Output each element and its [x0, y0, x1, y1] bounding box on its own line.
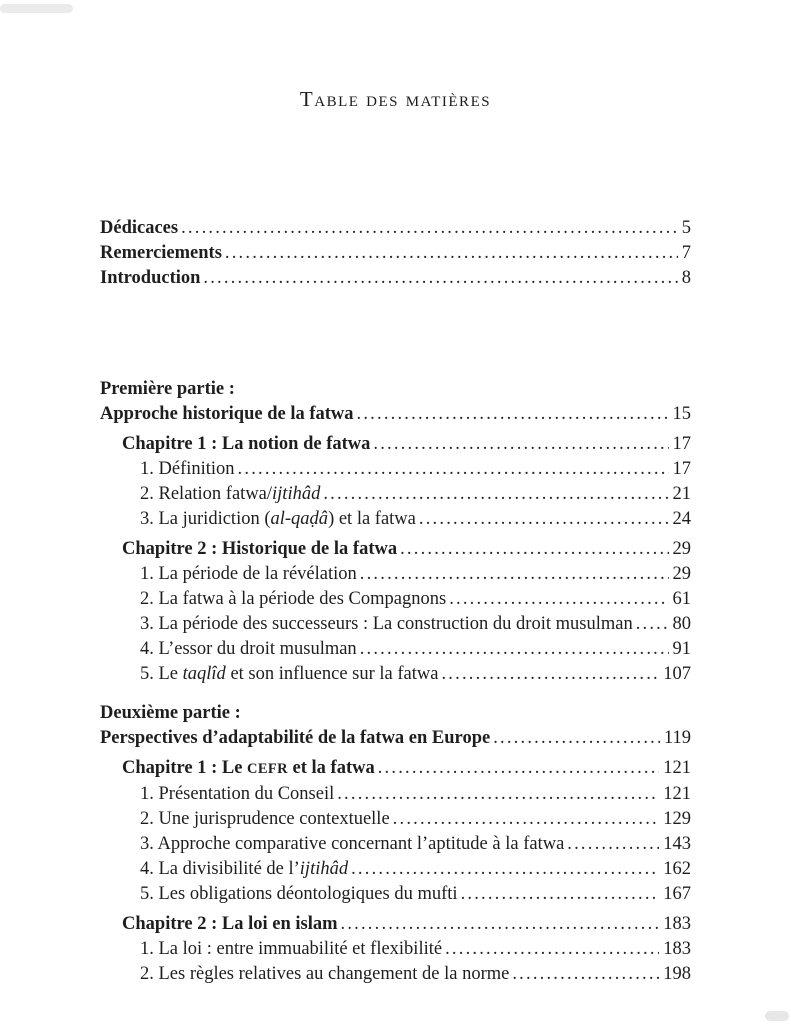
toc-entry-label — [140, 457, 235, 482]
page-number: 8 — [681, 268, 691, 288]
page-number: 183 — [663, 914, 691, 934]
toc-group-front-matter — [100, 216, 691, 291]
table-of-contents — [100, 216, 691, 987]
label-text-segment: 1. La période de la révélation — [140, 564, 357, 584]
toc-entry-label — [100, 701, 241, 726]
toc-entry-label — [100, 402, 354, 427]
page-title: Table des matières — [299, 87, 492, 111]
page-number: 5 — [681, 218, 691, 238]
dot-leader — [419, 507, 669, 532]
scan-artifact-bottom-right — [765, 1011, 789, 1021]
page-number: 80 — [672, 614, 691, 634]
dot-leader — [636, 612, 669, 637]
label-text-segment: Remerciements — [100, 243, 222, 263]
page-number: 7 — [681, 243, 691, 263]
label-text-segment: Chapitre 1 : La notion de fatwa — [122, 434, 371, 454]
dot-leader — [225, 241, 678, 266]
page-number: 61 — [672, 589, 691, 609]
toc-entry — [100, 216, 691, 241]
toc-entry — [100, 782, 691, 807]
toc-entry-label — [122, 756, 375, 782]
dot-leader — [337, 782, 659, 807]
dot-leader — [181, 216, 678, 241]
toc-entry — [100, 662, 691, 687]
page-number: 162 — [663, 859, 691, 879]
label-text-segment: 2. Les règles relatives au changement de la norme — [140, 964, 510, 984]
dot-leader — [351, 857, 659, 882]
toc-entry-label — [140, 807, 390, 832]
dot-leader — [445, 937, 659, 962]
label-text-segment: 2. Une jurisprudence contextuelle — [140, 809, 390, 829]
label-text-segment: Chapitre 2 : La loi en islam — [122, 914, 338, 934]
page-number: 29 — [672, 564, 691, 584]
dot-leader — [441, 662, 659, 687]
toc-entry — [100, 562, 691, 587]
dot-leader — [449, 587, 668, 612]
label-text-segment: Première partie : — [100, 379, 235, 399]
toc-entry-label — [140, 832, 564, 857]
page-number: 21 — [672, 484, 691, 504]
toc-entry — [100, 882, 691, 907]
label-text-segment: 4. La divisibilité de l’ — [140, 859, 300, 879]
dot-leader — [373, 432, 668, 457]
label-text-segment: 1. La loi : entre immuabilité et flexibilité — [140, 939, 443, 959]
toc-entry — [100, 612, 691, 637]
toc-entry-label — [122, 537, 397, 562]
page-number: 143 — [663, 834, 691, 854]
toc-entry — [100, 637, 691, 662]
page-number: 183 — [663, 939, 691, 959]
dot-leader — [378, 756, 660, 781]
toc-entry — [100, 377, 691, 402]
page-number: 15 — [672, 404, 691, 424]
toc-entry-label — [140, 857, 348, 882]
toc-entry-label — [140, 937, 442, 962]
dot-leader — [393, 807, 660, 832]
dot-leader — [360, 562, 669, 587]
toc-entry-label — [100, 726, 490, 751]
toc-entry-label — [140, 962, 509, 987]
dot-leader — [493, 726, 660, 751]
label-text-segment: et la fatwa — [287, 758, 375, 778]
page-number: 17 — [672, 434, 691, 454]
page-number: 167 — [663, 884, 691, 904]
dot-leader — [323, 482, 668, 507]
dot-leader — [512, 962, 659, 987]
dot-leader — [567, 832, 659, 857]
toc-entry-label — [140, 882, 458, 907]
toc-entry-label — [140, 637, 357, 662]
dot-leader — [357, 402, 669, 427]
label-text-segment: Introduction — [100, 268, 201, 288]
label-text-segment: Approche historique de la fatwa — [100, 404, 354, 424]
dot-leader — [461, 882, 660, 907]
label-text-segment: 3. La période des successeurs : La construction du droit musulman — [140, 614, 633, 634]
label-italic-segment: ijtihâd — [272, 484, 321, 504]
toc-entry-label — [100, 241, 222, 266]
dot-leader — [360, 637, 669, 662]
page-number: 24 — [672, 509, 691, 529]
label-text-segment: Chapitre 1 : Le — [122, 758, 248, 778]
toc-entry — [100, 962, 691, 987]
toc-entry-label — [122, 912, 338, 937]
label-text-segment: 5. Le — [140, 664, 183, 684]
label-italic-segment: al-qaḍâ — [270, 509, 329, 529]
toc-entry-label — [100, 377, 235, 402]
toc-entry-label — [140, 562, 357, 587]
dot-leader — [400, 537, 668, 562]
dot-leader — [238, 457, 669, 482]
dot-leader — [203, 266, 677, 291]
toc-entry-label — [140, 782, 334, 807]
toc-entry-label — [100, 266, 200, 291]
toc-entry — [100, 937, 691, 962]
label-text-segment: Perspectives d’adaptabilité de la fatwa en Europe — [100, 728, 491, 748]
scan-artifact-top-left — [0, 4, 73, 13]
toc-entry-label — [140, 507, 416, 532]
page-number: 121 — [663, 758, 691, 778]
label-text-segment: Deuxième partie : — [100, 703, 241, 723]
label-smallcaps-segment: CEFR — [247, 761, 288, 777]
label-text-segment: 2. Relation fatwa/ — [140, 484, 273, 504]
dot-leader — [341, 912, 660, 937]
toc-entry-label — [100, 216, 178, 241]
label-text-segment: Chapitre 2 : Historique de la fatwa — [122, 539, 398, 559]
label-text-segment: 3. Approche comparative concernant l’aptitude à la fatwa — [140, 834, 565, 854]
label-text-segment: 1. Définition — [140, 459, 235, 479]
toc-entry — [100, 587, 691, 612]
toc-entry — [100, 807, 691, 832]
toc-entry — [100, 857, 691, 882]
page-number: 17 — [672, 459, 691, 479]
toc-entry-label — [140, 482, 320, 507]
page-number: 29 — [672, 539, 691, 559]
label-text-segment: 5. Les obligations déontologiques du mufti — [140, 884, 458, 904]
page-number: 198 — [663, 964, 691, 984]
toc-entry-label — [122, 432, 370, 457]
toc-group-deuxieme-partie — [100, 701, 691, 987]
toc-entry — [100, 726, 691, 751]
label-text-segment: 2. La fatwa à la période des Compagnons — [140, 589, 447, 609]
toc-entry — [100, 832, 691, 857]
label-text-segment: Dédicaces — [100, 218, 179, 238]
page-number: 119 — [663, 728, 691, 748]
toc-entry-label — [140, 612, 633, 637]
label-italic-segment: ijtihâd — [299, 859, 349, 879]
toc-entry-label — [140, 662, 438, 687]
toc-entry — [100, 507, 691, 532]
label-italic-segment: taqlîd — [182, 664, 226, 684]
toc-entry — [100, 266, 691, 291]
toc-entry — [100, 241, 691, 266]
toc-entry — [100, 432, 691, 457]
toc-entry — [100, 482, 691, 507]
label-text-segment: 3. La juridiction ( — [140, 509, 271, 529]
toc-entry — [100, 457, 691, 482]
label-text-segment: ) et la fatwa — [328, 509, 416, 529]
toc-entry — [100, 756, 691, 782]
label-text-segment: 4. L’essor du droit musulman — [140, 639, 357, 659]
toc-entry — [100, 537, 691, 562]
toc-entry — [100, 912, 691, 937]
page-number: 129 — [663, 809, 691, 829]
toc-entry-label — [140, 587, 446, 612]
label-text-segment: et son influence sur la fatwa — [225, 664, 439, 684]
page-number: 121 — [663, 784, 691, 804]
page-number: 91 — [672, 639, 691, 659]
label-text-segment: 1. Présentation du Conseil — [140, 784, 335, 804]
toc-entry — [100, 701, 691, 726]
toc-group-premiere-partie — [100, 377, 691, 687]
toc-entry — [100, 402, 691, 427]
page-number: 107 — [663, 664, 691, 684]
